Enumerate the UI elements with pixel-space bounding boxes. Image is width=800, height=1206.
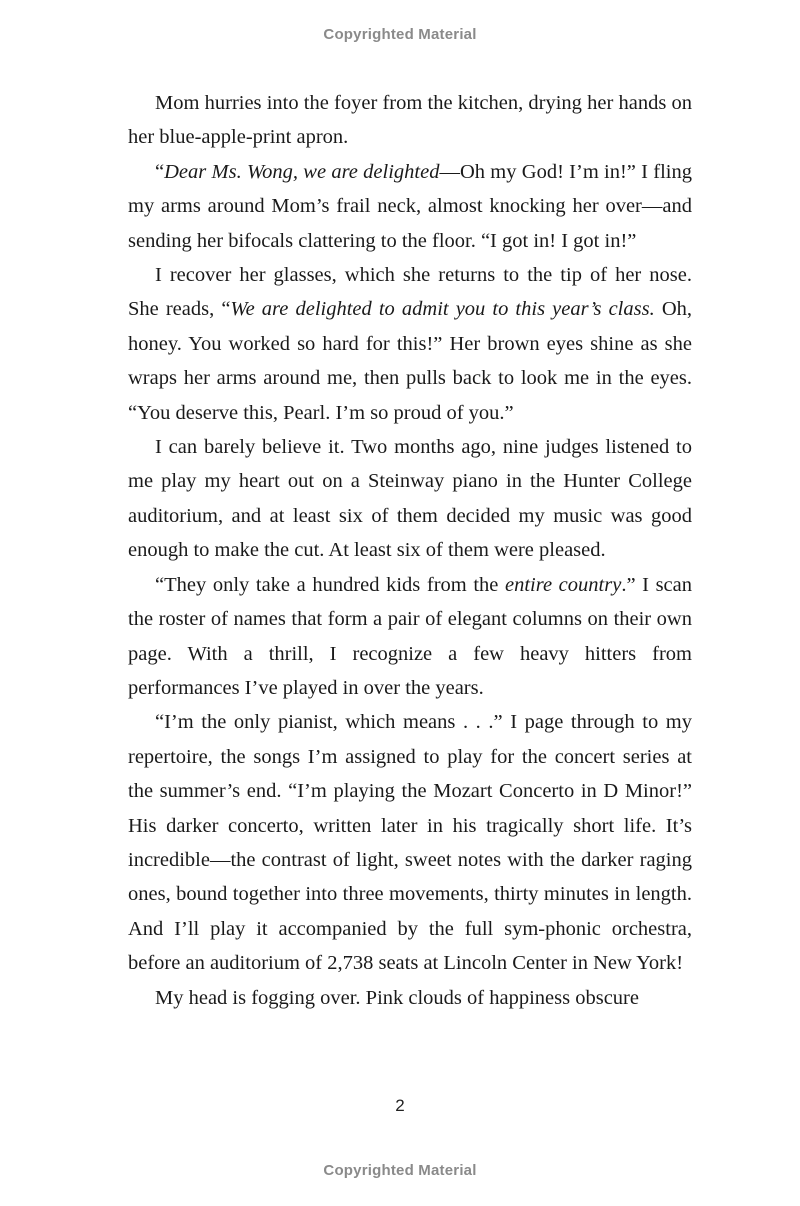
paragraph-1 xyxy=(128,86,692,155)
paragraph-1-text: Mom hurries into the foyer from the kitchen, drying her hands on her blue-apple-print apron. xyxy=(128,92,692,149)
paragraph-7 xyxy=(128,981,692,1015)
paragraph-7-text: My head is fogging over. Pink clouds of happiness obscure xyxy=(155,986,639,1009)
paragraph-5-text-b: .” I scan the roster of names that form a pair of elegant columns on their own page. With a thrill, I recognize a few heavy hitters from performances I’ve played in over the years. xyxy=(128,573,693,699)
paragraph-2-text-a: “ xyxy=(155,160,165,183)
paragraph-3-text-b: Oh, honey. You worked so hard for this!” Her brown eyes shine as she wraps her arms around me, then pulls back to look me in the eyes. “You deserve this, Pearl. I’m so proud of you.” xyxy=(128,298,692,424)
paragraph-5 xyxy=(128,568,692,706)
paragraph-6 xyxy=(128,705,692,980)
paragraph-2-text-b: —Oh my God! I’m in!” I fling my arms around Mom’s frail neck, almost knocking her over—and sending her bifocals clattering to the floor. “I got in! I got in!” xyxy=(128,160,692,252)
paragraph-3-letter-quote: We are delighted to admit you to this year’s class. xyxy=(230,298,655,321)
copyright-watermark-top: Copyrighted Material xyxy=(323,26,477,43)
page-number: 2 xyxy=(395,1096,405,1115)
paragraph-6-text: “I’m the only pianist, which means . . .” I page through to my repertoire, the songs I’m assigned to play for the concert series at the summer’s end. “I’m playing the Mozart Concerto in D Minor!” His darker concerto, written later in his tragically short life. It’s incredible—the contrast of light, sweet notes with the darker raging ones, bound together into three movements, thirty minutes in length. And I’ll play it accompanied by the full sym-phonic orchestra, before an auditorium of 2,738 seats at Lincoln Center in New York! xyxy=(128,711,692,975)
copyright-watermark-bottom: Copyrighted Material xyxy=(323,1162,477,1179)
paragraph-4 xyxy=(128,430,692,568)
book-text xyxy=(128,86,692,1015)
paragraph-2 xyxy=(128,155,692,258)
paragraph-3 xyxy=(128,258,692,430)
paragraph-5-emphasis: entire country xyxy=(505,573,622,596)
paragraph-3-text-a: I recover her glasses, which she returns to the tip of her nose. She reads, “ xyxy=(128,264,692,321)
paragraph-2-letter-quote: Dear Ms. Wong, we are delighted xyxy=(164,160,440,183)
paragraph-4-text: I can barely believe it. Two months ago, nine judges listened to me play my heart out on a Steinway piano in the Hunter College auditorium, and at least six of them decided my music was good enough to make the cut. At least six of them were pleased. xyxy=(128,436,692,562)
paragraph-5-text-a: “They only take a hundred kids from the xyxy=(155,573,506,596)
